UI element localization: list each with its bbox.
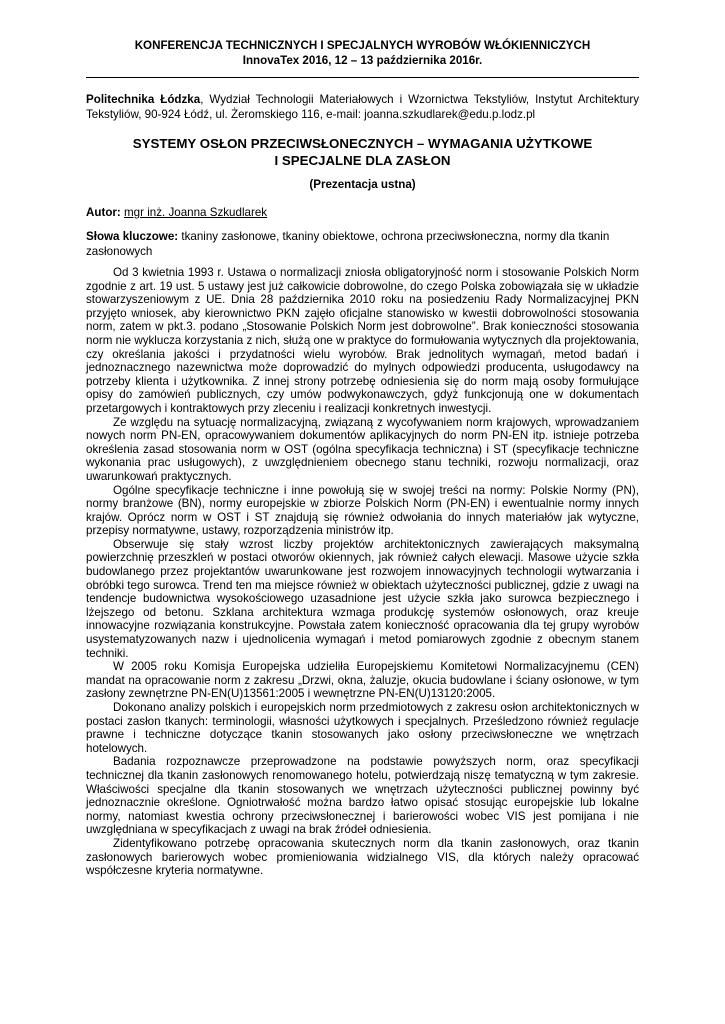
affiliation-institution: Politechnika Łódzka (86, 93, 201, 106)
body-paragraph: Dokonano analizy polskich i europejskich norm przedmiotowych z zakresu osłon architektonicznych w postaci zasłon tkanych: terminologii, własności użytkowych i specjalnych. Prześledzono również regulacje prawne i techniczne dotyczące tkanin stosowanych jako osłony przeciwsłoneczne we wnętrzach hotelowych. (86, 701, 639, 755)
body-paragraph: W 2005 roku Komisja Europejska udzieliła Europejskiemu Komitetowi Normalizacyjnemu (CEN) mandat na opracowanie norm z zakresu „Drzwi, okna, żaluzje, okucia budowlane i ściany osłonowe, w tym zasłony zewnętrzne PN-EN(U)13561:2005 i wewnętrzne PN-EN(U)13120:2005. (86, 660, 639, 701)
body-paragraph: Od 3 kwietnia 1993 r. Ustawa o normalizacji zniosła obligatoryjność norm i stosowanie Polskich Norm zgodnie z art. 19 ust. 5 ustawy jest już całkowicie dobrowolne, do czego Polska zobowiązała się w układzie stowarzyszeniowym z UE. Dnia 28 października 2010 roku na posiedzeniu Rady Normalizacyjnej PKN przyjęto wniosek, aby kierownictwo PKN zajęło oficjalne stanowisko w kwestii dobrowolności stosowania norm, zatem w pkt.3. podano „Stosowanie Polskich Norm jest dobrowolne”. Brak konieczności stosowania norm nie wyklucza korzystania z nich, służą one w praktyce do formułowania wytycznych dla projektowania, czy określania jakości i przydatności wielu wyrobów. Brak jednolitych wymagań, metod badań i jednoznacznego nazewnictwa może doprowadzić do mylnych odpowiedzi producenta, usługodawcy na potrzeby klienta i użytkownika. Z innej strony potrzebę odniesienia się do norm mają osoby formułujące opisy do zamówień publicznych, czy umów podwykonawczych, gdyż funkcjonują one w dokumentach przetargowych i kontraktowych przy zleceniu i realizacji konkretnych inwestycji. (86, 266, 639, 415)
author-name: mgr inż. Joanna Szkudlarek (124, 206, 268, 219)
keywords (86, 229, 639, 259)
paper-title-line-1: SYSTEMY OSŁON PRZECIWSŁONECZNYCH – WYMAGANIA UŻYTKOWE (132, 136, 593, 151)
conference-dates: InnovaTex 2016, 12 – 13 października 2016r. (242, 54, 483, 67)
keywords-label: Słowa kluczowe: (86, 230, 179, 243)
keywords-text: tkaniny zasłonowe, tkaniny obiektowe, ochrona przeciwsłoneczna, normy dla tkanin zasłonowych (86, 230, 610, 258)
affiliation (86, 92, 639, 122)
paper-body (86, 266, 639, 878)
body-paragraph: Badania rozpoznawcze przeprowadzone na podstawie powyższych norm, oraz specyfikacji technicznej dla tkanin zasłonowych renomowanego hotelu, potwierdzają niszę tematyczną w tym zakresie. Właściwości specjalne dla tkanin stosowanych we wnętrzach użyteczności publicznej powinny być jednoznacznie określone. Ogniotrwałość można bardzo łatwo opisać stosując europejskie lub lokalne normy, natomiast kwestia ochrony przeciwsłonecznej i barierowości wobec VIS jest pomijana i nie uwzględniana w specyfikacjach z uwagi na brak źródeł odniesienia. (86, 755, 639, 837)
body-paragraph: Zidentyfikowano potrzebę opracowania skutecznych norm dla tkanin zasłonowych, oraz tkanin zasłonowych barierowych wobec promieniowania widzialnego VIS, dla których należy opracować współczesne kryteria normatywne. (86, 836, 639, 878)
body-paragraph: Ogólne specyfikacje techniczne i inne powołują się w swojej treści na normy: Polskie Normy (PN), normy branżowe (BN), normy europejskie w zbiorze Polskich Norm (PN-EN) i ewentualnie normy innych krajów. Oprócz norm w OST i ST znajdują się również odwołania do innych materiałów jak wytyczne, przepisy normatywne, ustawy, rozporządzenia ministrów itp. (86, 483, 639, 538)
author-label: Autor: (86, 206, 121, 219)
conference-header (86, 38, 639, 68)
paper-title-line-2: I SPECJALNE DLA ZASŁON (274, 153, 451, 168)
header-divider (86, 77, 639, 78)
author-line (86, 205, 639, 220)
affiliation-details: , Wydział Technologii Materiałowych i Wzornictwa Tekstyliów, Instytut Architektury Tekstyliów, 90-924 Łódź, ul. Żeromskiego 116, e-mail: joanna.szkudlarek@edu.p.lodz.pl (86, 93, 639, 121)
presentation-type: (Prezentacja ustna) (309, 178, 416, 191)
body-paragraph: Obserwuje się stały wzrost liczby projektów architektonicznych zawierających maksymalną powierzchnię przeszkleń w postaci otworów okiennych, jak również całych elewacji. Masowe użycie szkła budowlanego przez projektantów uwarunkowane jest rozwojem innowacyjnych technologii wytwarzania i obróbki tego surowca. Trend ten ma miejsce również w obiektach użyteczności publicznej, gdzie z uwagi na tendencje budownictwa wysokościowego uzasadnione jest użycie szkła jako surowca bezpiecznego i lżejszego od betonu. Szklana architektura wzmaga produkcję systemów osłonowych, oraz kreuje innowacyjne rozwiązania konstrukcyjne. Powstała zatem konieczność opracowania dla tej grupy wyrobów usystematyzowanych nazw i ujednolicenia wymagań i metod pomiarowych zgodnie z obecnym stanem techniki. (86, 537, 639, 660)
paper-title (86, 135, 639, 169)
body-paragraph: Ze względu na sytuację normalizacyjną, związaną z wycofywaniem norm krajowych, wprowadzaniem nowych norm PN-EN, opracowywaniem dokumentów aplikacyjnych do norm PN-EN itp. istnieje potrzeba określenia zasad stosowania norm w OST (ogólna specyfikacja techniczna) i ST (specyfikacje techniczne wykonania prac usługowych), z uwzględnieniem obecnego stanu techniki, rozwoju normalizacji, oraz uwarunkowań praktycznych. (86, 415, 639, 483)
conference-name: KONFERENCJA TECHNICZNYCH I SPECJALNYCH WYROBÓW WŁÓKIENNICZYCH (134, 39, 591, 52)
